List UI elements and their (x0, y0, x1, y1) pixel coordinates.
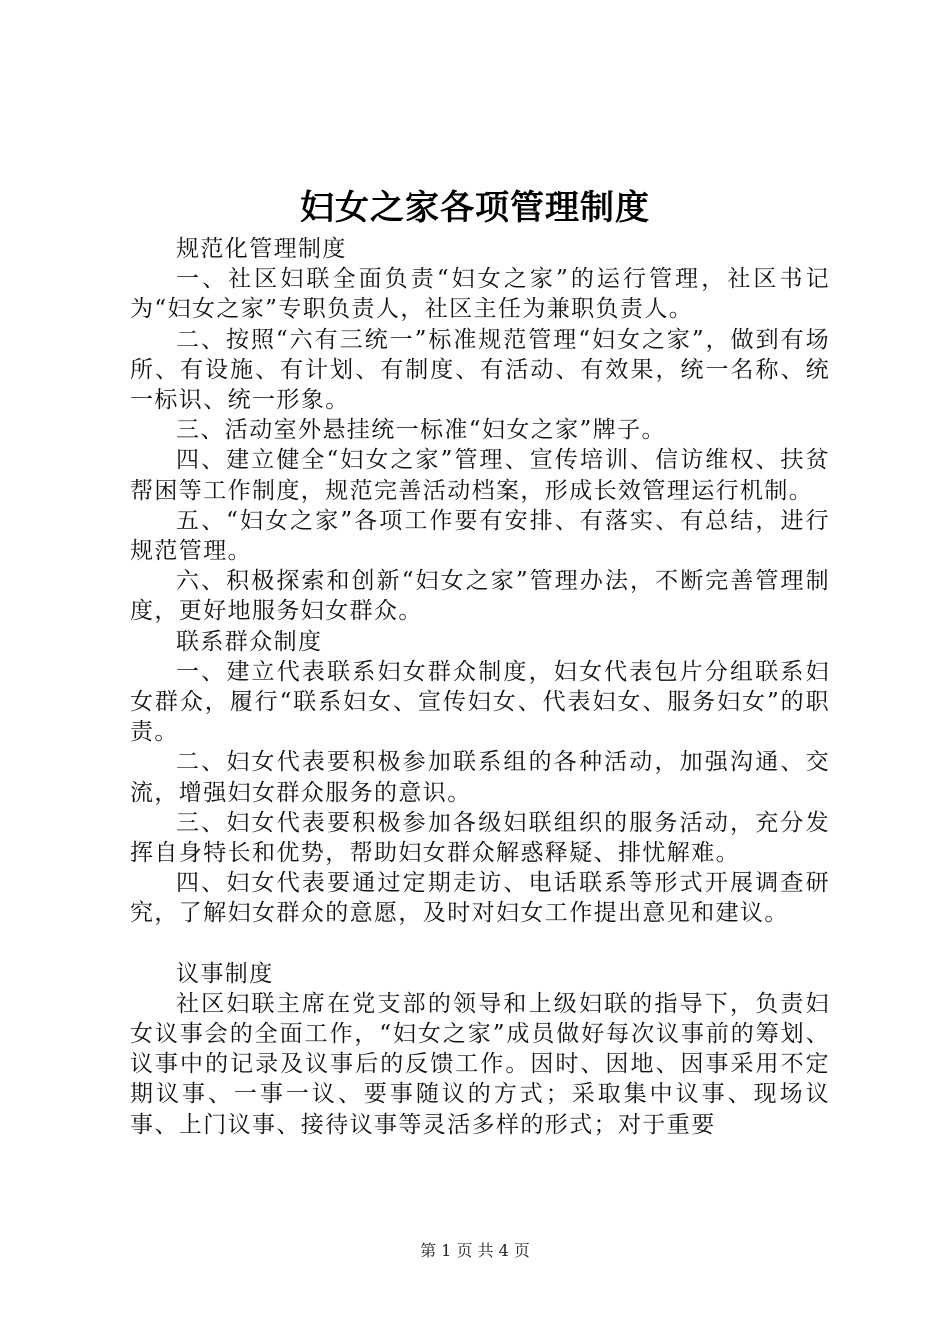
paragraph: 四、妇女代表要通过定期走访、电话联系等形式开展调查研究，了解妇女群众的意愿，及时对妇女工作提出意见和建议。 (130, 870, 830, 927)
section-heading: 联系群众制度 (176, 628, 323, 655)
section-heading: 规范化管理制度 (176, 236, 347, 262)
document-body (130, 234, 830, 1140)
paragraph: 四、建立健全“妇女之家”管理、宣传培训、信访维权、扶贫帮困等工作制度，规范完善活动档案，形成长效管理运行机制。 (130, 447, 830, 504)
paragraph: 六、积极探索和创新“妇女之家”管理办法，不断完善管理制度，更好地服务妇女群众。 (130, 568, 830, 625)
blank-line (130, 929, 830, 959)
document-title: 妇女之家各项管理制度 (300, 188, 650, 228)
paragraph: 二、妇女代表要积极参加联系组的各种活动，加强沟通、交流，增强妇女群众服务的意识。 (130, 749, 830, 806)
paragraph: 二、按照“六有三统一”标准规范管理“妇女之家”，做到有场所、有设施、有计划、有制度、有活动、有效果，统一名称、统一标识、统一形象。 (130, 326, 830, 414)
paragraph: 一、社区妇联全面负责“妇女之家”的运行管理，社区书记为“妇女之家”专职负责人，社区主任为兼职负责人。 (130, 266, 830, 323)
section-heading: 议事制度 (176, 960, 274, 987)
page-number-footer: 第 1 页 共 4 页 (420, 1241, 530, 1260)
paragraph: 三、活动室外悬挂统一标准“妇女之家”牌子。 (176, 417, 666, 444)
paragraph: 三、妇女代表要积极参加各级妇联组织的服务活动，充分发挥自身特长和优势，帮助妇女群众解惑释疑、排忧解难。 (130, 809, 830, 867)
paragraph: 一、建立代表联系妇女群众制度，妇女代表包片分组联系妇女群众，履行“联系妇女、宣传妇女、代表妇女、服务妇女”的职责。 (130, 658, 830, 746)
paragraph: 社区妇联主席在党支部的领导和上级妇联的指导下，负责妇女议事会的全面工作，“妇女之家”成员做好每次议事前的筹划、议事中的记录及议事后的反馈工作。因时、因地、因事采用不定期议事、一事一议、要事随议的方式；采取集中议事、现场议事、上门议事、接待议事等灵活多样的形式；对于重要 (130, 990, 830, 1138)
paragraph: 五、“妇女之家”各项工作要有安排、有落实、有总结，进行规范管理。 (130, 507, 830, 565)
